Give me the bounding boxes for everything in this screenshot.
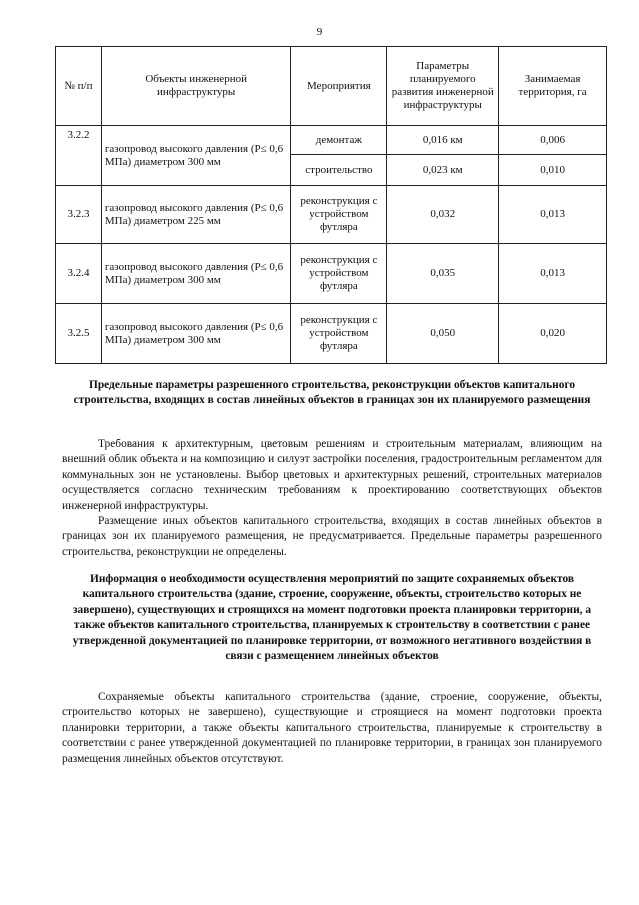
measure: реконструкция с устройством футляра [291, 186, 387, 244]
area-value: 0,013 [499, 244, 607, 304]
header-measures: Мероприятия [291, 47, 387, 126]
parameter-value: 0,016 км [387, 126, 499, 155]
measure: строительство [291, 155, 387, 186]
table-row [56, 126, 607, 155]
header-area: Занимаемая территория, га [499, 47, 607, 126]
object-name: газопровод высокого давления (P≤ 0,6 МПа) диаметром 300 мм [101, 126, 291, 186]
measure: демонтаж [291, 126, 387, 155]
parameter-value: 0,032 [387, 186, 499, 244]
area-value: 0,006 [499, 126, 607, 155]
row-number: 3.2.3 [56, 186, 102, 244]
section-heading-protection: Информация о необходимости осуществления мероприятий по защите сохраняемых объектов капитального строительства (здание, строение, сооружение, объекты, строительство которых не завершено), существующих и строящихся на момент подготовки проекта планировки территории, а также объектов капитального строительства, планируемых к строительству в соответствии с ранее утвержденной документацией по планировке территории, от возможного негативного воздействия в связи с размещением линейных объектов [72, 573, 592, 663]
section-heading-parameters: Предельные параметры разрешенного строительства, реконструкции объектов капитального строительства, входящих в состав линейных объектов в границах зон их планируемого размещения [73, 379, 591, 407]
area-value: 0,010 [499, 155, 607, 186]
table-row [56, 186, 607, 244]
table-row [56, 304, 607, 364]
section-body-parameters [62, 437, 602, 560]
paragraph: Сохраняемые объекты капитального строительства (здание, строение, сооружение, объекты, строительство которых не завершено), существующие и строящиеся на момент подготовки проекта планировки территории, а также объекты капитального строительства, планируемые к строительству в соответствии с ранее утвержденной документацией по планировке территории, в границах зон планируемого размещения линейных объектов отсутствуют. [62, 691, 602, 765]
header-objects: Объекты инженерной инфраструктуры [101, 47, 291, 126]
area-value: 0,013 [499, 186, 607, 244]
parameter-value: 0,050 [387, 304, 499, 364]
row-number: 3.2.2 [56, 126, 102, 186]
measure: реконструкция с устройством футляра [291, 244, 387, 304]
object-name: газопровод высокого давления (P≤ 0,6 МПа) диаметром 300 мм [101, 244, 291, 304]
table-header-row [56, 47, 607, 126]
infrastructure-table [55, 46, 607, 364]
row-number: 3.2.5 [56, 304, 102, 364]
paragraph: Требования к архитектурным, цветовым решениям и строительным материалам, влияющим на внешний облик объекта и на композицию и силуэт застройки поселения, градостроительным регламентом для коммунальных зон не установлены. Выбор цветовых и архитектурных решений, строительных материалов осуществляется согласно техническим требованиям к проектированию соответствующих объектов инженерной инфраструктуры. [62, 438, 602, 512]
measure: реконструкция с устройством футляра [291, 304, 387, 364]
object-name: газопровод высокого давления (P≤ 0,6 МПа) диаметром 225 мм [101, 186, 291, 244]
area-value: 0,020 [499, 304, 607, 364]
parameter-value: 0,023 км [387, 155, 499, 186]
header-params: Параметры планируемого развития инженерной инфраструктуры [387, 47, 499, 126]
page-number: 9 [316, 26, 323, 38]
object-name: газопровод высокого давления (P≤ 0,6 МПа) диаметром 300 мм [101, 304, 291, 364]
paragraph: Размещение иных объектов капитального строительства, входящих в состав линейных объектов в границах зон их планируемого размещения, не предусматривается. Предельные параметры разрешенного строительства, реконструкции не определены. [62, 515, 602, 558]
section-body-protection [62, 690, 602, 767]
row-number: 3.2.4 [56, 244, 102, 304]
table-row [56, 244, 607, 304]
parameter-value: 0,035 [387, 244, 499, 304]
header-num: № п/п [56, 47, 102, 126]
